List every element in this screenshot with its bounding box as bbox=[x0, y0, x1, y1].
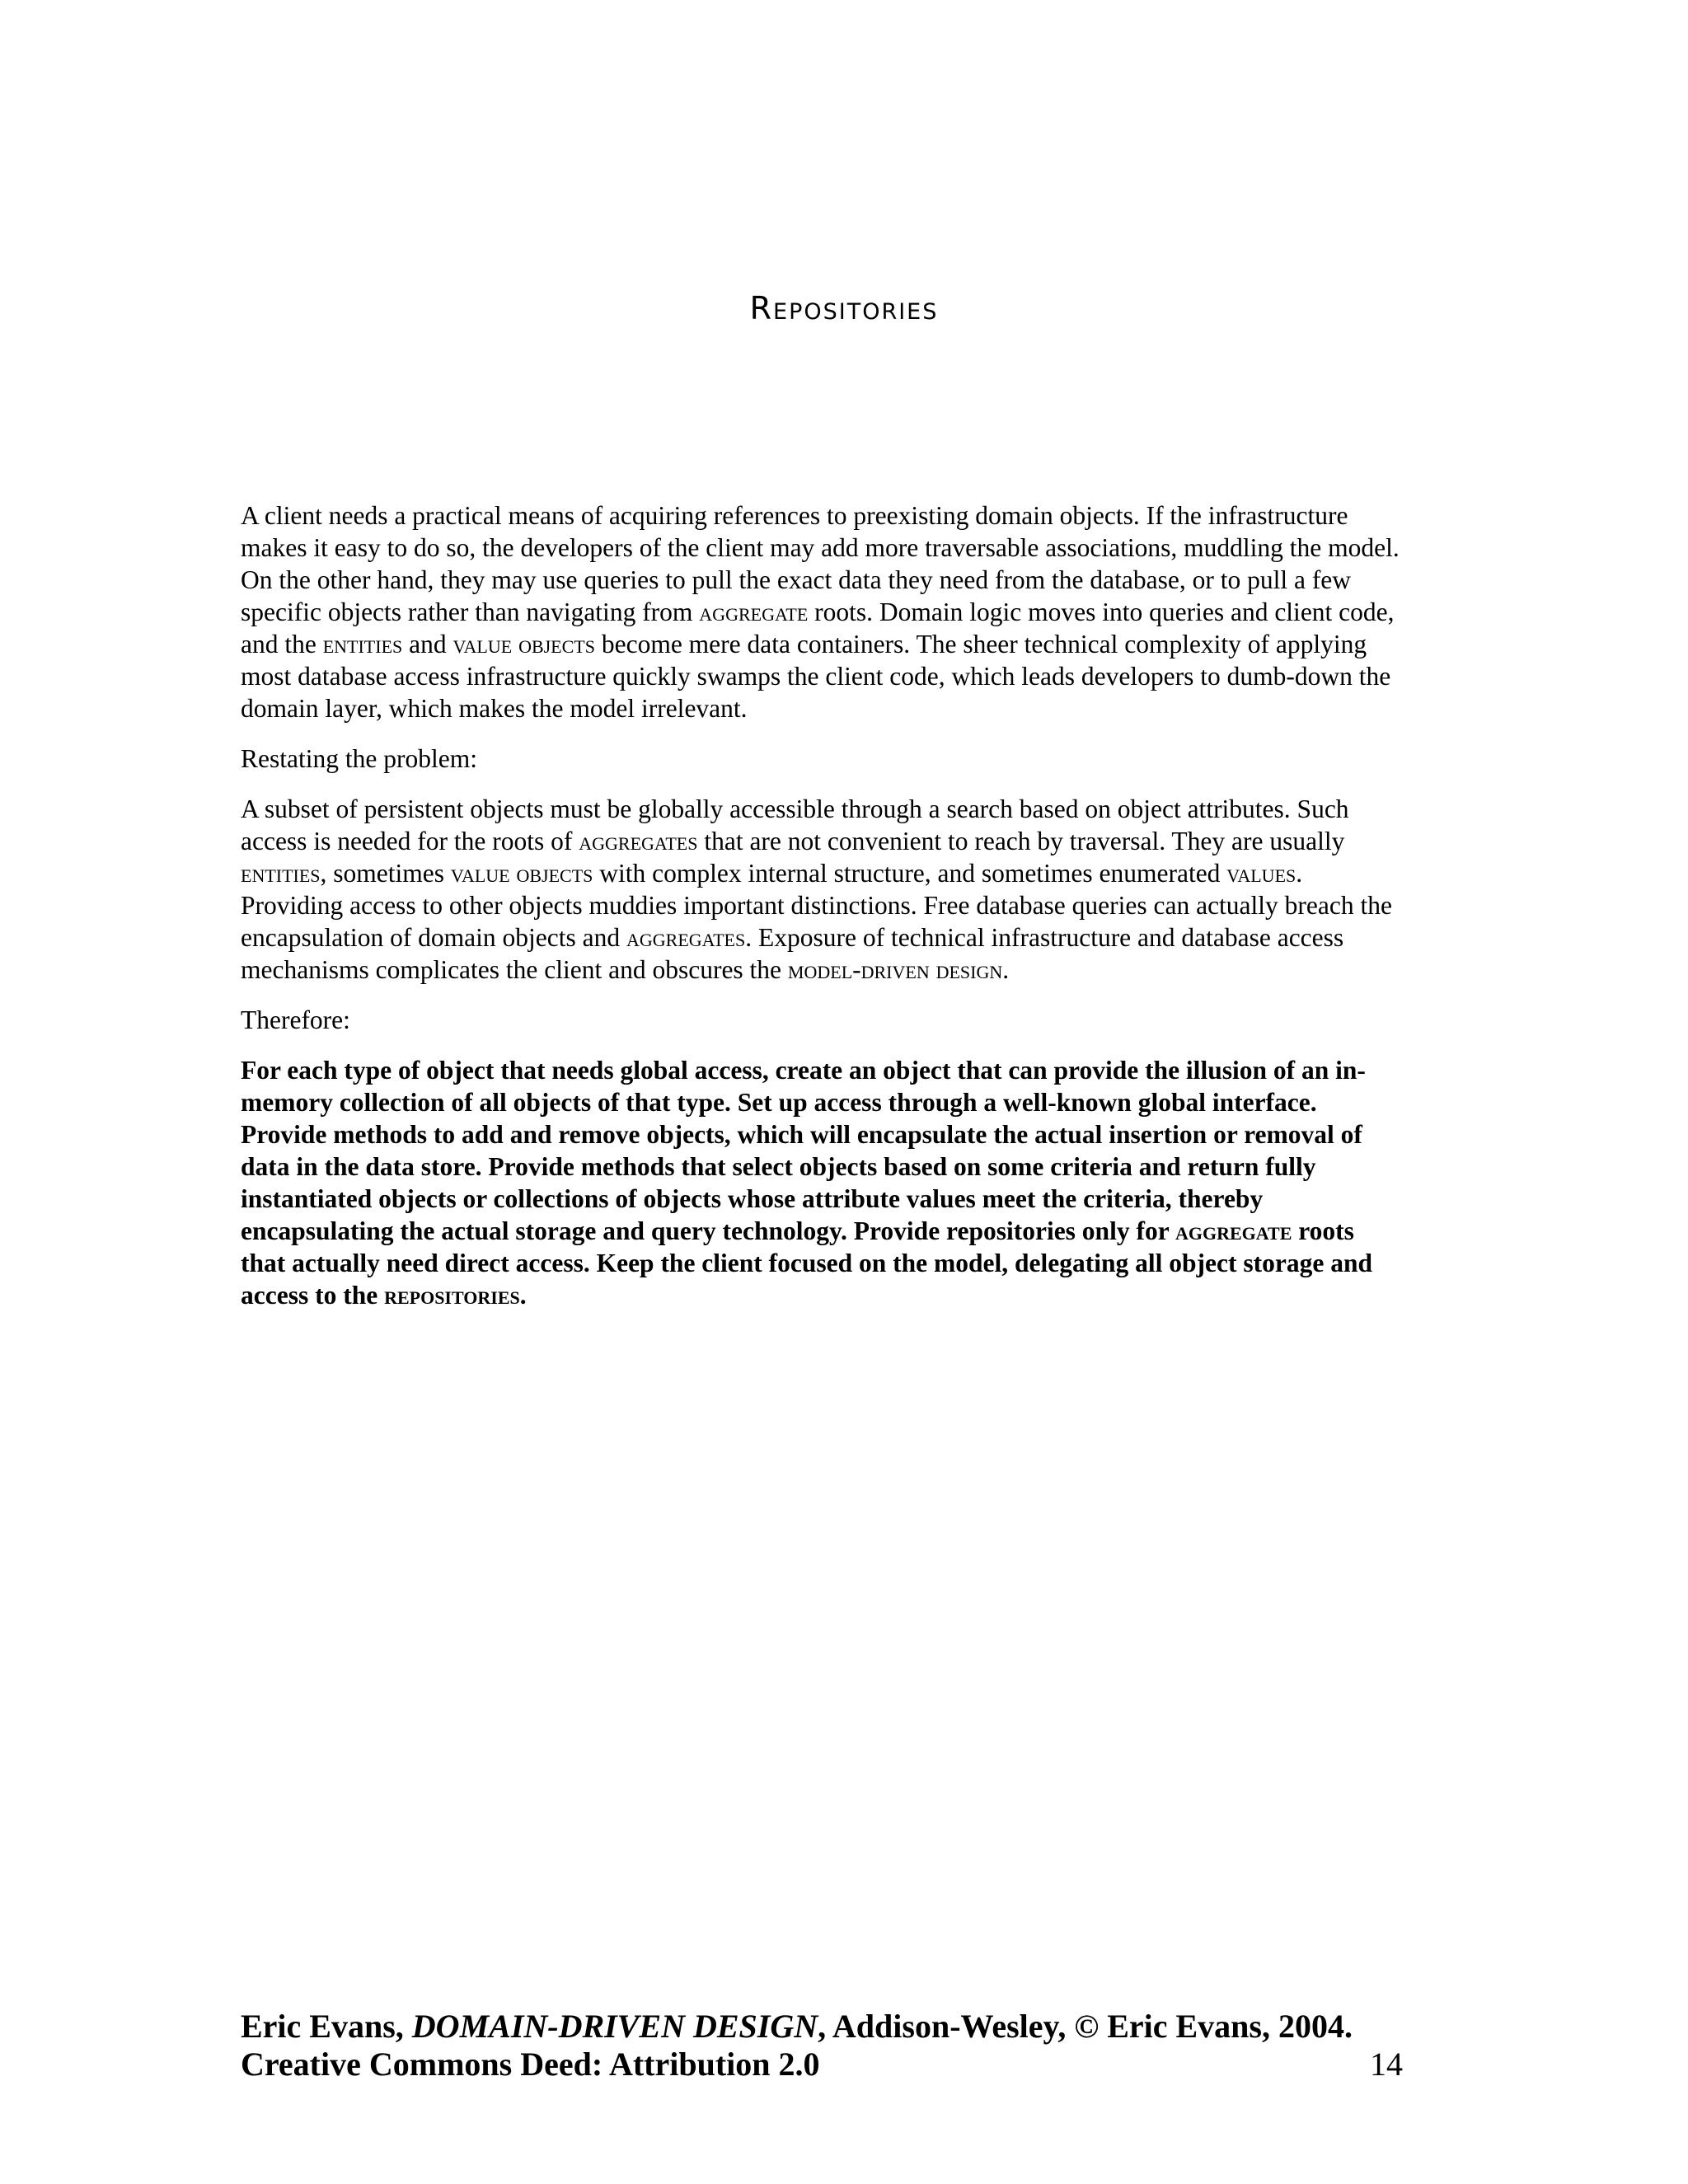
page-footer bbox=[241, 2008, 1403, 2083]
small-caps-term: values bbox=[1226, 859, 1296, 888]
page-number: 14 bbox=[1370, 2046, 1403, 2083]
small-caps-term: entities bbox=[322, 630, 403, 658]
small-caps-term: entities bbox=[241, 859, 321, 888]
small-caps-term: aggregates bbox=[579, 827, 698, 855]
small-caps-term: repositories bbox=[384, 1281, 520, 1310]
paragraph-solution bbox=[241, 1054, 1403, 1311]
text-run: . Providing access to other objects muddies important distinctions. Free database queries can actually breach the encapsulation of domain objects and bbox=[241, 859, 1392, 952]
paragraph-problem bbox=[241, 499, 1403, 724]
small-caps-term: value objects bbox=[450, 859, 593, 888]
small-caps-term: aggregate bbox=[699, 598, 809, 626]
therefore-heading: Therefore: bbox=[241, 1005, 350, 1034]
text-run: . Exposure of technical infrastructure and database access mechanisms complicates the client and obscures the bbox=[241, 923, 1344, 984]
text-run: A subset of persistent objects must be globally accessible through a search based on object attributes. Such access is needed for the roots of bbox=[241, 794, 1349, 855]
text-run: For each type of object that needs global access, create an object that can provide the illusion of an in-memory collection of all objects of that type. Set up access through a well-known global interface. Provide methods to add and remove objects, which will encapsulate the actual insertion or removal of data in the data store. Provide methods that select objects based on some criteria and return fully instantiated objects or collections of objects whose attribute values meet the criteria, thereby encapsulating the actual storage and query technology. Provide repositories only for bbox=[241, 1056, 1366, 1245]
text-run: roots that actually need direct access. Keep the client focused on the model, delegating all object storage and access to the bbox=[241, 1216, 1372, 1310]
text-run: . bbox=[519, 1281, 527, 1310]
text-run: , sometimes bbox=[320, 859, 451, 888]
footer-citation bbox=[241, 2008, 1353, 2046]
footer-license-line bbox=[241, 2046, 1403, 2083]
small-caps-term: value objects bbox=[452, 630, 595, 658]
small-caps-term: model-driven design bbox=[787, 955, 1003, 984]
text-run: . bbox=[1002, 955, 1010, 984]
footer-publisher: , Addison-Wesley, © Eric Evans, 2004. bbox=[818, 2008, 1353, 2045]
footer-license: Creative Commons Deed: Attribution 2.0 bbox=[241, 2046, 820, 2083]
text-run: A client needs a practical means of acquiring references to preexisting domain objects. If the infrastructure makes it easy to do so, the developers of the client may add more traversable associations, muddling the model. On the other hand, they may use queries to pull the exact data they need from the database, or to pull a few specific objects rather than navigating from bbox=[241, 501, 1400, 626]
text-run: with complex internal structure, and sometimes enumerated bbox=[593, 859, 1227, 888]
text-run: that are not convenient to reach by traversal. They are usually bbox=[697, 827, 1345, 855]
document-body bbox=[241, 499, 1403, 1329]
page-title: Repositories bbox=[749, 290, 939, 326]
text-run: become mere data containers. The sheer technical complexity of applying most database access infrastructure quickly swamps the client code, which leads developers to dumb-down the domain layer, which makes the model irrelevant. bbox=[241, 630, 1391, 723]
footer-citation-line bbox=[241, 2008, 1403, 2046]
text-run: and bbox=[402, 630, 453, 658]
text-run: roots. Domain logic moves into queries and client code, and the bbox=[241, 598, 1395, 658]
small-caps-term: aggregates bbox=[626, 923, 746, 952]
restating-heading: Restating the problem: bbox=[241, 744, 477, 773]
footer-author: Eric Evans, bbox=[241, 2008, 412, 2045]
paragraph-restated-problem bbox=[241, 793, 1403, 986]
footer-book-title: DOMAIN-DRIVEN DESIGN bbox=[411, 2008, 818, 2045]
small-caps-term: aggregate bbox=[1175, 1216, 1292, 1245]
